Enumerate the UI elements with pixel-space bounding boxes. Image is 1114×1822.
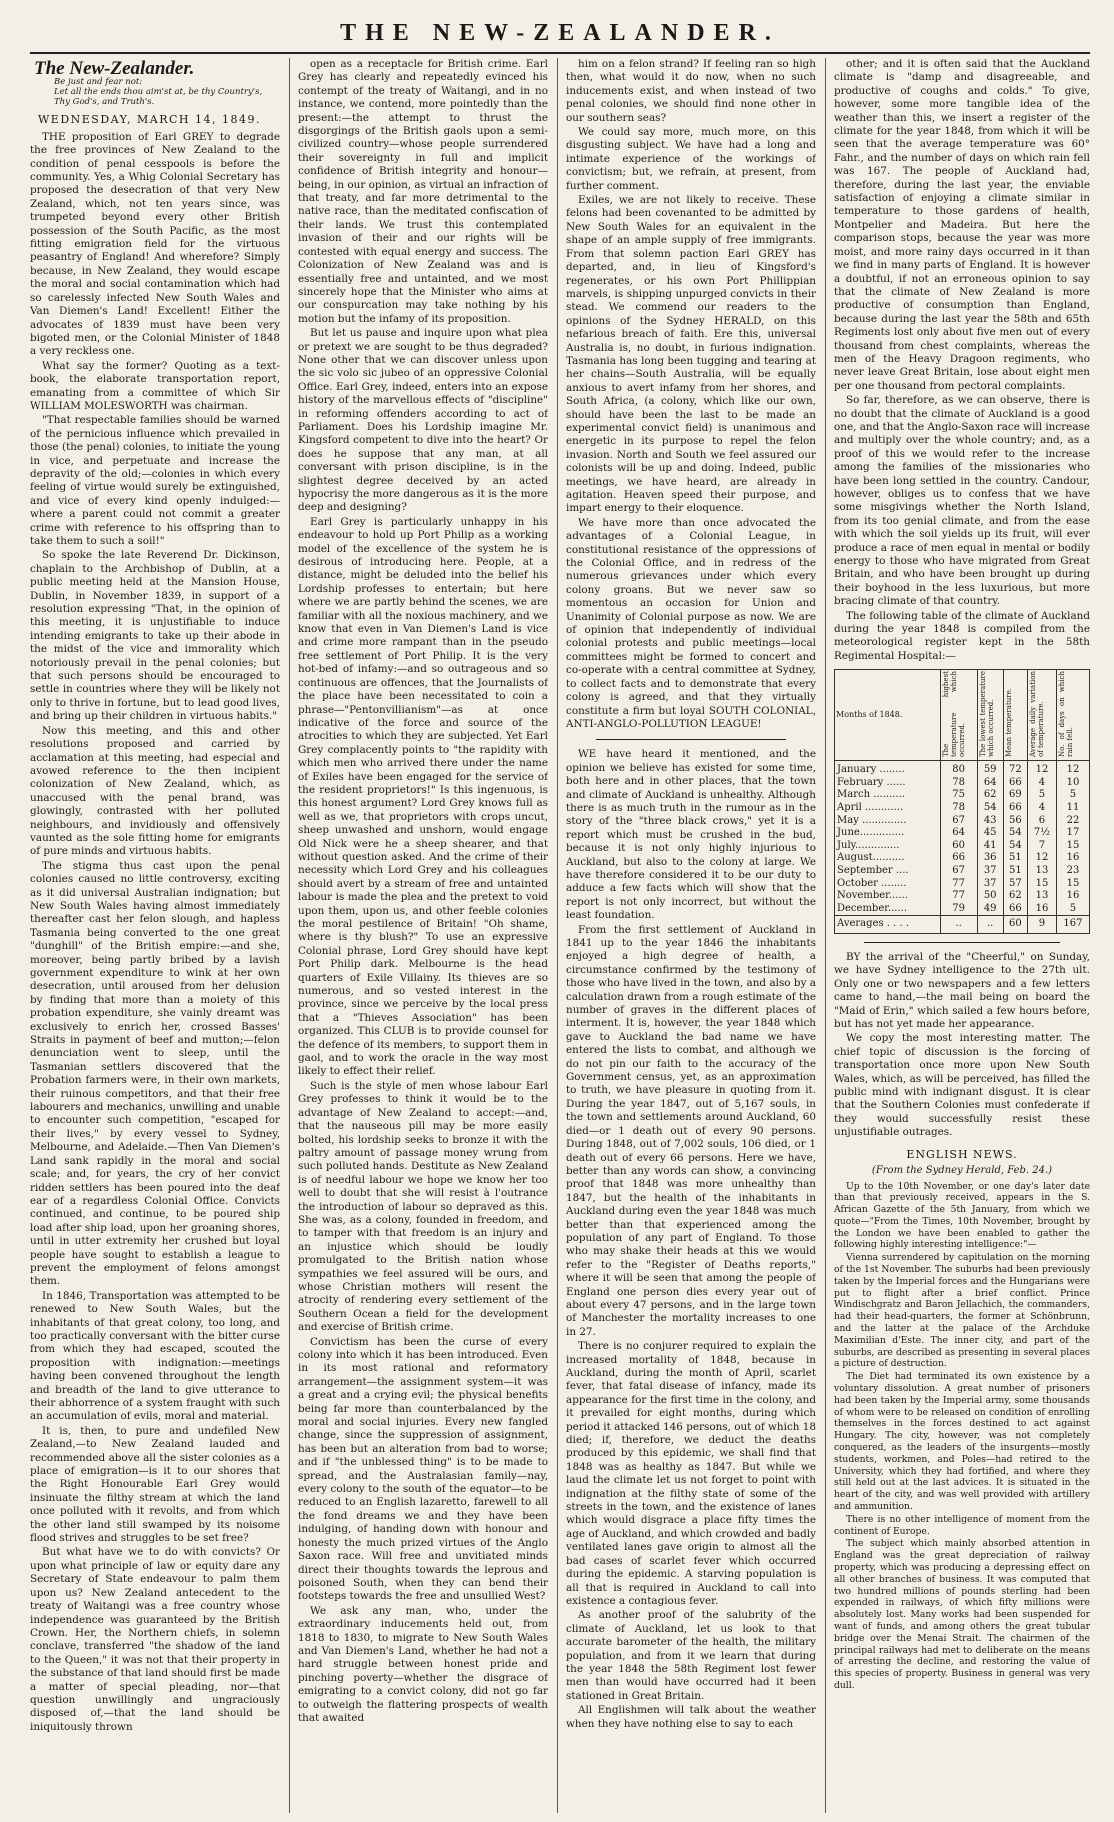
value-cell: 5	[1028, 789, 1057, 802]
article-paragraph: We ask any man, who, under the extraordinary inducements held out, from 1818 to 1830, to migrate to New South Wales and Van Diemen's Land, whether he had not a hard struggle between honest pride and pinching poverty—whether the disgrace of emigrating to a convict colony, did not go far to outweigh the flattering prospects of wealth that awaited	[298, 1604, 548, 1724]
table-row	[835, 761, 1090, 777]
article-paragraph: But let us pause and inquire upon what plea or pretext we are sought to be thus degraded? None other that we can discover unless upon the sic volo sic jubeo of an oppressive Colonial Office. Earl Grey, indeed, enters into an expose history of the marvellous effects of "discipline" in reforming offenders according to act of Parliament. Does his Lordship imagine Mr. Kingsford competent to dive into the heart? Or does he suppose that any man, at all conversant with prison discipline, is in the slightest degree deceived by an acted hypocrisy the more dangerous as it is the more deep and designing?	[298, 327, 548, 514]
value-cell: 78	[940, 777, 977, 790]
value-cell: 54	[1003, 840, 1027, 853]
table-row	[835, 777, 1090, 790]
article-paragraph: We copy the most interesting matter. The chief topic of discussion is the forcing of transportation once more upon New South Wales, which, as will be perceived, has filled the public mind with indignant disgust. It is clear that the Southern Colonies must confederate if they would successfully resist these unjustifiable outrages.	[834, 1032, 1090, 1139]
article-paragraph: All Englishmen will talk about the weather when they have nothing else to say to each	[566, 1704, 816, 1730]
month-cell: December......	[835, 903, 941, 916]
column-divider	[289, 58, 290, 1813]
paper-name: The New-Zealander.	[34, 58, 195, 79]
article-paragraph: Such is the style of men whose labour Earl Grey professes to think it would be to the advantage of New Zealand to accept:—and, that the nauseous pill may be more easily bolted, his lordship seeks to bronze it with the paltry amount of passage money wrung from such polluted hands. Destitute as New Zealand is of needful labour we hope we know her too well to doubt that she will resist à l'outrance the introduction of labour so depraved as this. She was, as a colony, founded in freedom, and to tamper with that freedom is an injury and an injustice which should be loudly promulgated to the British nation whose sympathies we feel assured will be ours, and whose Christian mothers will resent the atrocity of rendering every settlement of the Southern Ocean a field for the development and exercise of British crime.	[298, 1079, 548, 1334]
value-cell: 80	[940, 761, 977, 777]
climate-table	[834, 669, 1090, 934]
news-paragraph: There is no other intelligence of moment from the continent of Europe.	[834, 1513, 1090, 1537]
column-3	[566, 58, 816, 1813]
news-paragraph: Vienna surrendered by capitulation on the morning of the 1st November. The suburbs had been previously taken by the Imperial forces and the Hungarians were put to flight after a brief conflict. Prince Windischgratz and Baron Jellachich, the commanders, had their head-quarters, the former at Schönbrunn, and the latter at the palace of the Archduke Maximilian d'Este. The inner city, and part of the suburbs, are described as presenting in several places a picture of destruction.	[834, 1252, 1090, 1370]
motto	[30, 77, 280, 107]
table-header-cell	[940, 670, 977, 761]
value-cell: 37	[977, 865, 1003, 878]
table-row	[835, 802, 1090, 815]
article-paragraph: Earl Grey is particularly unhappy in his endeavour to hold up Port Philip as a working model of the excellence of the system he is desirous of introducing here. People, at a distance, might be deluded into the belief his Lordship professes to entertain; but here where we are partly behind the scenes, we are familiar with all the noxious machinery, and we know that even in Van Diemen's Land is vice and crime more rampant than in the pseudo free settlement of Port Philip. It is the very hot-bed of infamy:—and so outrageous and so continuous are offences, that the Journalists of the place have been necessitated to coin a phrase—"Pentonvillianism"—as at once indicative of the force and source of the atrocities to which they are subjected. Yet Earl Grey complacently points to "the rapidity with which men who arrived there under the name of Exiles have been engaged for the service of the resident proprietors!" Is this ingenuous, is this honest argument? Lord Grey knows full as well as we, that proprietors with crops uncut, sheep unwashed and unshorn, would engage Old Nick were he a sheep shearer, and that without question asked. And the crime of their necessity which Lord Grey and his colleagues should avert by a stream of free and untainted labour is made the plea and the pretext to void upon them, upon us, and other feeble colonies the moral pestilence of Britain! "Oh shame, where is thy blush?" To use an expressive Colonial phrase, Lord Grey should have kept Port Philip dark. Melbourne is the head quarters of Exile Villainy. Its thieves are so numerous, and so vested interest in the province, since we perceive by the local press that a "Thieves Association" has been organized. This CLUB is to provide counsel for the defence of its members, to support them in gaol, and to work the oracle in the way most likely to effect their relief.	[298, 515, 548, 1078]
news-paragraph: The Diet had terminated its own existence by a voluntary dissolution. A great number of prisoners had been taken by the Imperial army, some thousands of whom were to be released on condition of enrolling themselves in the forces destined to act against Hungary. The city, however, was not completely conquered, as the leaders of the insurgents—mostly students, workmen, and Poles—had retired to the University, which they had fortified, and where they still held out at the last advices. It is situated in the heart of the city, and was well provided with artillery and ammunition.	[834, 1371, 1090, 1513]
table-row	[835, 815, 1090, 828]
news-heading: ENGLISH NEWS.	[906, 1147, 1018, 1161]
value-cell: 66	[1003, 777, 1027, 790]
news-paragraph: Up to the 10th November, or one day's later date than that previously received, appears in the S. African Gazette of the 5th January, from which we quote—"From the Times, 10th November, brought by the London we have been enabled to gather the following highly interesting intelligence:"—	[834, 1180, 1090, 1251]
masthead	[30, 14, 1090, 54]
newspaper-columns	[30, 58, 1090, 1813]
value-cell: 5	[1056, 789, 1089, 802]
table-row	[835, 827, 1090, 840]
article-paragraph: We have more than once advocated the advantages of a Colonial League, in constitutional resistance of the oppressions of the Colonial Office, and in redress of the numerous grievances under which every colony groans. But we never saw so momentous an occasion for Union and Unanimity of Colonial purpose as now. We are of opinion that independently of individual colonial protests and public meetings—local committees might be formed to concert and co-operate with a central committee at Sydney, to collect facts and to demonstrate that every colony is agreed, and that they virtually constitute a firm but loyal SOUTH COLONIAL, ANTI-ANGLO-POLLUTION LEAGUE!	[566, 516, 816, 730]
table-row	[835, 903, 1090, 916]
average-cell: ..	[940, 916, 977, 934]
value-cell: 56	[1003, 815, 1027, 828]
article-paragraph: BY the arrival of the "Cheerful," on Sunday, we have Sydney intelligence to the 27th ult. Only one or two newspapers and a few letters came to hand,—the mail being on board the "Maid of Erin," which sailed a few hours before, but has not yet made her appearance.	[834, 951, 1090, 1031]
value-cell: 16	[1056, 890, 1089, 903]
table-header-cell	[1056, 670, 1089, 761]
value-cell: 51	[1003, 852, 1027, 865]
value-cell: 23	[1056, 865, 1089, 878]
value-cell: 13	[1028, 865, 1057, 878]
value-cell: 15	[1056, 878, 1089, 891]
table-header-label: The lowest temperature which occurred.	[978, 671, 995, 758]
article-paragraph: "That respectable families should be warned of the pernicious influence which prevailed in those (the penal) colonies, to initiate the young in vice, and perpetuate and increase the depravity of the old;—colonies in which every feeling of virtue would surely be extinguished, and vice of every kind openly indulged:—where a parent could not commit a greater crime with reference to his offspring than to take them to such a soil!"	[30, 414, 280, 547]
month-cell: June..............	[835, 827, 941, 840]
article-separator	[596, 739, 786, 740]
value-cell: 64	[977, 777, 1003, 790]
month-cell: October ........	[835, 878, 941, 891]
column-2	[298, 58, 548, 1813]
value-cell: 7	[1028, 840, 1057, 853]
article-paragraph: other; and it is often said that the Auckland climate is "damp and disagreeable, and productive of coughs and colds." To give, however, some more tangible idea of the weather than this, we insert a register of the climate for the year 1848, from which it will be seen that the average temperature was 60° Fahr., and the number of days on which rain fell was 167. The people of Auckland had, therefore, during the last year, the enviable satisfaction of enjoying a climate similar in temperature to those gardens of health, Montpelier and Madeira. But here the comparison stops, because the year was more moist, and more rainy days occurred in it than we find in many parts of England. It is however a doubtful, if not an erroneous opinion to say that the climate of New Zealand is more productive of consumption than England, because during the last year the 58th and 65th Regiments lost only about five men out of every thousand from chest complaints, whereas the men of the Heavy Dragoon regiments, who never leave Great Britain, lose about eight men per one thousand from pectoral complaints.	[834, 58, 1090, 392]
value-cell: 45	[977, 827, 1003, 840]
value-cell: 16	[1028, 903, 1057, 916]
article-paragraph: So spoke the late Reverend Dr. Dickinson, chaplain to the Archbishop of Dublin, at a public meeting held at the Mansion House, Dublin, in November 1839, in support of a resolution expressing "That, in the opinion of this meeting, it is unjustifiable to induce intending emigrants to take up their abode in the midst of the vice and immorality which notoriously prevail in the penal colonies; but that such persons should be encouraged to settle in countries where they will be likely not only to thrive in fortune, but to lead good lives, and bring up their children in virtuous habits."	[30, 549, 280, 723]
value-cell: 66	[1003, 802, 1027, 815]
value-cell: 75	[940, 789, 977, 802]
value-cell: 62	[1003, 890, 1027, 903]
averages-label: Averages . . . .	[835, 916, 941, 934]
value-cell: 54	[1003, 827, 1027, 840]
average-cell: 167	[1056, 916, 1089, 934]
value-cell: 41	[977, 840, 1003, 853]
value-cell: 62	[977, 789, 1003, 802]
value-cell: 67	[940, 815, 977, 828]
average-cell: 60	[1003, 916, 1027, 934]
value-cell: 10	[1056, 777, 1089, 790]
table-row	[835, 865, 1090, 878]
table-row	[835, 878, 1090, 891]
value-cell: 72	[1003, 761, 1027, 777]
value-cell: 37	[977, 878, 1003, 891]
article-paragraph: So far, therefore, as we can observe, there is no doubt that the climate of Auckland is a good one, and that the Anglo-Saxon race will increase and multiply over the whole country; and, as a proof of this we would refer to the increase among the families of the missionaries who have been long settled in the country. Candour, however, obliges us to confess that we have some misgivings whether the North Island, from its too genial climate, and from the ease with which the soil yields up its fruit, will ever produce a race of men equal in mental or bodily energy to those who have migrated from Great Britain, and who have been brought up during their boyhood in the less luxurious, but more bracing climate of that country.	[834, 394, 1090, 608]
month-cell: May ..............	[835, 815, 941, 828]
table-row	[835, 890, 1090, 903]
average-cell: ..	[977, 916, 1003, 934]
value-cell: 51	[1003, 865, 1027, 878]
value-cell: 50	[977, 890, 1003, 903]
climate-table-body	[835, 761, 1090, 934]
value-cell: 12	[1056, 761, 1089, 777]
column-4	[834, 58, 1090, 1813]
motto-line: Thy God's, and Truth's.	[54, 97, 155, 108]
value-cell: 36	[977, 852, 1003, 865]
table-header-label: The highest temperature which occurred.	[941, 671, 966, 758]
article-paragraph: The stigma thus cast upon the penal colonies caused no little controversy, exciting as it did universal Australian indignation; but New South Wales having almost immediately thereafter cast her felon slough, and hapless Tasmania being converted to the one great "dunghill" of the British empire:—and she, moreover, being partly bribed by a lavish government expenditure to wink at her own desecration, until aroused from her delusion by finding that more than a moiety of this probation expenditure, she vainly dreamt was exclusively to enrich her, crossed Basses' Straits in payment of beef and mutton;—felon denunciation went to sleep, until the Tasmanian settlers discovered that the Probation farmers were, in their own markets, their ruinous competitors, and that their free labourers and mechanics, unwilling and unable to encounter such competition, "escaped for their lives," by every vessel to Sydney, Melbourne, and Adelaide.—Then Van Diemen's Land sank rapidly in the moral and social scale; and, for years, the cry of her convict ridden settlers has been poured into the deaf ear of a regardless Colonial Office. Convicts continued, and continue, to be poured ship load after ship load, upon her groaning shores, until in utter extremity her crushed but loyal people have sought to establish a league to prevent the employment of felons amongst them.	[30, 859, 280, 1288]
value-cell: 69	[1003, 789, 1027, 802]
article-paragraph: Now this meeting, and this and other resolutions proposed and carried by acclamation at this meeting, had especial and avowed reference to the then incipient colonization of New Zealand, which, as unaccused with the penal brand, was glowingly, contrasted with her polluted neighbours, and invidiously and offensively vaunted as the sole fitting home for emigrants of pure minds and virtuous habits.	[30, 724, 280, 858]
table-header-cell	[1028, 670, 1057, 761]
article-paragraph: We could say more, much more, on this disgusting subject. We have had a long and intimate experience of the workings of convictism; but, we refrain, at present, from further comment.	[566, 126, 816, 192]
month-cell: August..........	[835, 852, 941, 865]
averages-row	[835, 916, 1090, 934]
value-cell: 6	[1028, 815, 1057, 828]
value-cell: 54	[977, 802, 1003, 815]
climate-table-header	[835, 670, 1090, 761]
column-divider	[825, 58, 826, 1813]
value-cell: 43	[977, 815, 1003, 828]
motto-line: Be just and fear not:	[54, 77, 143, 88]
value-cell: 15	[1028, 878, 1057, 891]
value-cell: 11	[1056, 802, 1089, 815]
table-header-label: No. of days on which rain fell.	[1057, 671, 1074, 758]
value-cell: 67	[940, 865, 977, 878]
article-paragraph: Convictism has been the curse of every colony into which it has been introduced. Even in its most rational and reformatory arrangement—the assignment system—it was a great and a crying evil; the physical benefits being far more than counterbalanced by the moral and social injuries. Every new fangled change, since the suppression of assignment, has been but an alteration from bad to worse; and if "the unblessed thing" is to be made to spread, and the Australasian family—nay, every colony to the south of the equator—to be reduced to an English lazaretto, farewell to all the fond dreams we and they have been indulging, of handing down with honour and honesty the much prized virtues of the Anglo Saxon race. Will free and unvitiated minds direct their thoughts towards the leprous and poisoned South, when they can bend their footsteps towards the free and unsullied West?	[298, 1335, 548, 1603]
value-cell: 60	[940, 840, 977, 853]
month-cell: July..............	[835, 840, 941, 853]
value-cell: 7½	[1028, 827, 1057, 840]
value-cell: 64	[940, 827, 977, 840]
motto-line: Let all the ends thou aim'st at, be thy Country's,	[54, 87, 263, 98]
month-cell: February ......	[835, 777, 941, 790]
dateline: WEDNESDAY, MARCH 14, 1849.	[38, 113, 261, 127]
value-cell: 66	[940, 852, 977, 865]
month-cell: April ............	[835, 802, 941, 815]
month-cell: March ..........	[835, 789, 941, 802]
value-cell: 4	[1028, 802, 1057, 815]
value-cell: 12	[1028, 761, 1057, 777]
average-cell: 9	[1028, 916, 1057, 934]
month-cell: September ....	[835, 865, 941, 878]
value-cell: 77	[940, 878, 977, 891]
article-paragraph: THE proposition of Earl GREY to degrade the free provinces of New Zealand to the condition of penal cesspools is before the community. Yes, a Whig Colonial Secretary has proposed the desecration of that very New Zealand, which, not ten years since, was trumpeted beyond every other British possession of the South Pacific, as the most fitting emigration field for the virtuous peasantry of England! And wherefore? Simply because, in New Zealand, they would escape the moral and social contamination which had so carelessly infected New South Wales and Van Diemen's Land! Excellent! Either the advocates of 1839 must have been very bigoted men, or the Colonial Minister of 1848 a very reckless one.	[30, 130, 280, 358]
value-cell: 17	[1056, 827, 1089, 840]
newspaper-title: THE NEW-ZEALANDER.	[340, 20, 780, 46]
news-source: (From the Sydney Herald, Feb. 24.)	[871, 1165, 1053, 1177]
table-row	[835, 852, 1090, 865]
article-paragraph: open as a receptacle for British crime. Earl Grey has clearly and repeatedly evinced his contempt of the treaty of Waitangi, and in no instance, we contend, more pointedly than the present:—the attempt to thrust the disgorgings of the British gaols upon a semi-civilized country—whose people surrendered their sovereignty in full and implicit confidence of British integrity and honour—being, in our opinion, as virtual an infraction of that treaty, and far more detrimental to the native race, than the meditated confiscation of their lands. We trust this contemplated invasion of their and our rights will be contested with equal energy and success. The Colonization of New Zealand was and is essentially free and untainted, and we most sincerely hope that the Minister who aims at our conspurcation may take nothing by his motion but the infamy of its proposition.	[298, 58, 548, 325]
article-separator	[864, 942, 1060, 943]
value-cell: 77	[940, 890, 977, 903]
news-paragraph: The subject which mainly absorbed attention in England was the great depreciation of railway property, which was producing a depressing effect on all other branches of business. It was computed that two hundred millions of pounds sterling had been expended in railways, of which fifty millions were absolutely lost. Many works had been suspended for want of funds, and among others the great tubular bridge over the Menai Strait. The chairmen of the principal railways had met to deliberate on the means of arresting the decline, and restoring the value of this species of property. Business in general was very dull.	[834, 1538, 1090, 1691]
article-paragraph: What say the former? Quoting as a text-book, the elaborate transportation report, emanating from a committee of which Sir WILLIAM MOLESWORTH was chairman.	[30, 359, 280, 412]
month-cell: January ........	[835, 761, 941, 777]
article-paragraph: him on a felon strand? If feeling ran so high then, what would it do now, when no such inducements exist, and when instead of two penal colonies, we should find none other in our southern seas?	[566, 58, 816, 124]
article-paragraph: But what have we to do with convicts? Or upon what principle of law or equity dare any Secretary of State endeavour to palm them upon us? New Zealand antecedent to the treaty of Waitangi was a free country whose independence was guaranteed by the British Crown. Her, the Northern chiefs, in solemn conclave, transferred "the shadow of the land to the Queen," it was not that their property in the substance of that land should first be made a matter of special pleading, nor—that question unwillingly and ungraciously disposed of,—that the land should be iniquitously thrown	[30, 1546, 280, 1733]
table-header-label: Average daily variation of temperature.	[1029, 671, 1046, 758]
table-header-label: Mean temperature.	[1004, 688, 1013, 758]
value-cell: 16	[1056, 852, 1089, 865]
column-divider	[557, 58, 558, 1813]
news-body	[834, 1181, 1090, 1692]
value-cell: 78	[940, 802, 977, 815]
month-cell: November......	[835, 890, 941, 903]
value-cell: 15	[1056, 840, 1089, 853]
value-cell: 22	[1056, 815, 1089, 828]
value-cell: 57	[1003, 878, 1027, 891]
table-header-cell: Months of 1848.	[835, 670, 941, 761]
table-header-cell	[1003, 670, 1027, 761]
value-cell: 5	[1056, 903, 1089, 916]
article-paragraph: WE have heard it mentioned, and the opinion we believe has existed for some time, both here and in other places, that the town and climate of Auckland is unhealthy. Although there is as much truth in the rumour as in the story of the "three black crows," yet it is a report which must be crushed in the bud, because it is not only highly injurious to Auckland, but also to the colony at large. We have therefore considered it to be our duty to adduce a few facts which will show that the report is not only incorrect, but without the least foundation.	[566, 748, 816, 922]
article-paragraph: In 1846, Transportation was attempted to be renewed to New South Wales, but the inhabitants of that great colony, too long, and too practically conversant with the bitter curse from which they had escaped, scouted the proposition with indignation:—meetings having been convened throughout the length and breadth of the land to give utterance to their abhorrence of a system fraught with such an accumulation of evils, moral and material.	[30, 1289, 280, 1423]
value-cell: 49	[977, 903, 1003, 916]
article-paragraph: From the first settlement of Auckland in 1841 up to the year 1846 the inhabitants enjoyed a high degree of health, a circumstance confirmed by the testimony of those who have lived in the town, and also by a calculation drawn from a rough estimate of the number of graves in the different places of interment. It is, however, the year 1848 which gave to Auckland the bad name we have entered the lists to combat, and although we do not pin our faith to the accuracy of the Government census, yet, as an approximation to truth, we have pleasure in quoting from it. During the year 1847, out of 5,167 souls, in the town and settlements around Auckland, 60 died—or 1 death out of every 90 persons. During 1848, out of 7,002 souls, 106 died, or 1 death out of every 66 persons. Here we have, better than any words can show, a convincing proof that 1848 was more unhealthy than 1847, but the health of the inhabitants in Auckland during even the year 1848 was much better than that experienced among the population of any part of England. To those who may shake their heads at this we would refer to the "Register of Deaths reports," where it will be seen that among the people of England one person dies every year out of about every 47 persons, and in the large town of Manchester the mortality increases to one in 27.	[566, 923, 816, 1338]
value-cell: 13	[1028, 890, 1057, 903]
value-cell: 59	[977, 761, 1003, 777]
value-cell: 66	[1003, 903, 1027, 916]
column-1	[30, 58, 280, 1813]
article-paragraph: It is, then, to pure and undefiled New Zealand,—to New Zealand lauded and recommended above all the sister colonies as a place of emigration—is it to our shores that the Right Honourable Earl Grey would insinuate the filthy stream at which the land once polluted with it revolts, and from which the other land still swamped by its noisome flood strives and struggles to be set free?	[30, 1424, 280, 1545]
article-paragraph: The following table of the climate of Auckland during the year 1848 is compiled from the meteorological register kept in the 58th Regimental Hospital:—	[834, 609, 1090, 662]
article-paragraph: As another proof of the salubrity of the climate of Auckland, let us look to that accurate barometer of the health, the military population, and from it we learn that during the year 1848 the 58th Regiment lost fewer men than would have occurred had it been stationed in Great Britain.	[566, 1609, 816, 1702]
value-cell: 79	[940, 903, 977, 916]
masthead-rule	[30, 52, 1090, 54]
article-paragraph: There is no conjurer required to explain the increased mortality of 1848, because in Auckland, during the month of April, scarlet fever, that fatal disease of infancy, made its appearance for the first time in the colony, and it prevailed for eight months, during which period it attacked 146 persons, out of which 18 died; if, therefore, we deduct the deaths produced by this epidemic, we shall find that 1848 was as healthy as 1847. But while we laud the climate let us not forget to point with indignation at the filthy state of some of the streets in the town, and the existence of lanes which would disgrace a place fifty times the age of Auckland, and which crowded and badly ventilated lanes gave origin to almost all the bad cases of scarlet fever which occurred during the epidemic. A starving population is all that is required in Auckland to call into existence a contagious fever.	[566, 1340, 816, 1607]
table-header-cell	[977, 670, 1003, 761]
table-row	[835, 840, 1090, 853]
table-row	[835, 789, 1090, 802]
value-cell: 12	[1028, 852, 1057, 865]
value-cell: 4	[1028, 777, 1057, 790]
article-paragraph: Exiles, we are not likely to receive. These felons had been covenanted to be admitted by New South Wales for an equivalent in the shape of an ample supply of free immigrants. From that solemn paction Earl GREY has departed, and, in lieu of Kingsford's regenerates, or his own Port Phillippian marvels, is shipping unpurged convicts in their stead. We commend our readers to the opinions of the Sydney HERALD, on this nefarious breach of faith. Ere this, universal Australia is, no doubt, in furious indignation. Tasmania has long been tugging and tearing at her chains—South Australia, will be equally anxious to avert infamy from her shores, and South Africa, (a colony, which like our own, should have been the last to be made an experimental convict field) is unanimous and energetic in its purpose to repel the felon invasion. North and South we feel assured our colonists will be up and doing. Indeed, public meetings, we have heard, are already in agitation. Heaven speed their purpose, and impart energy to their eloquence.	[566, 194, 816, 515]
